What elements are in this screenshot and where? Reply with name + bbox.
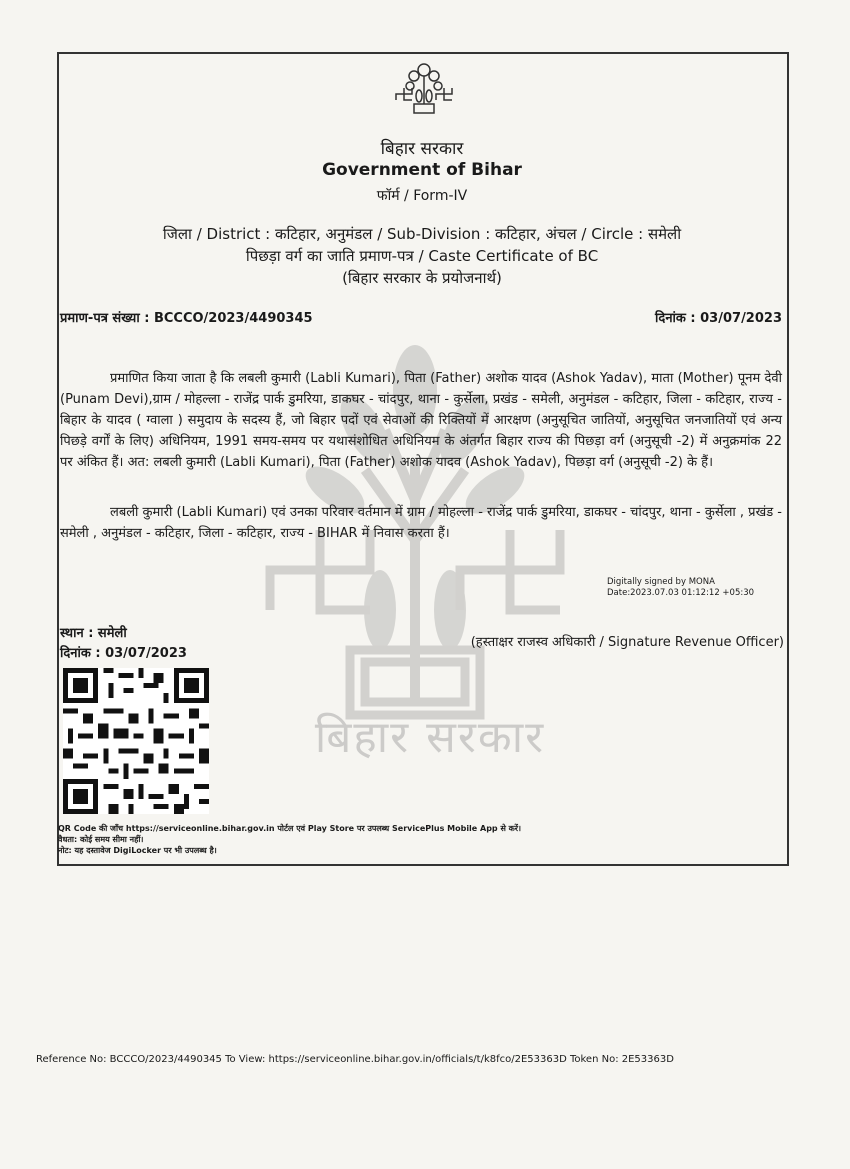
- digital-signature: [607, 577, 754, 599]
- reference-footer: Reference No: BCCCO/2023/4490345 To View: https://serviceonline.bihar.gov.in/officials/t/k8fco/2E53363D Token No: 2E53363D: [36, 1054, 674, 1065]
- certificate-paragraph-2: लबली कुमारी (Labli Kumari) एवं उनका परिवार वर्तमान में ग्राम / मोहल्ला - राजेंद्र पार्क डुमरिया, डाकघर - चांदपुर, थाना - कुर्सेला , प्रखंड - समेली , अनुमंडल - कटिहार, जिला - कटिहार, राज्य - BIHAR में निवास करता हैं।: [60, 505, 782, 541]
- certificate-purpose: (बिहार सरकार के प्रयोजनार्थ): [342, 269, 502, 287]
- digital-sign-date: Date:2023.07.03 01:12:12 +05:30: [607, 588, 755, 598]
- certificate-number: प्रमाण-पत्र संख्या : BCCCO/2023/4490345: [60, 311, 313, 326]
- qr-code[interactable]: [63, 668, 209, 814]
- digilocker-note: नोट: यह दस्तावेज DigiLocker पर भी उपलब्ध है।: [58, 846, 217, 855]
- header-english-title: Government of Bihar: [322, 160, 522, 180]
- officer-signature-label: (हस्ताक्षर राजस्व अधिकारी / Signature Revenue Officer): [470, 635, 784, 650]
- form-number: फॉर्म / Form-IV: [376, 188, 468, 204]
- place-label: स्थान : समेली: [60, 626, 127, 641]
- header-hindi-title: बिहार सरकार: [380, 139, 464, 159]
- digital-signer: Digitally signed by MONA: [607, 577, 715, 587]
- qr-verify-note: QR Code की जाँच https://serviceonline.bihar.gov.in पोर्टल एवं Play Store पर उपलब्ध ServicePlus Mobile App से करें।: [58, 824, 522, 833]
- place-date-block: [60, 624, 187, 664]
- watermark-text: बिहार सरकार: [314, 712, 546, 763]
- qr-notes: [58, 823, 521, 856]
- district-line: जिला / District : कटिहार, अनुमंडल / Sub-Division : कटिहार, अंचल / Circle : समेली: [162, 225, 682, 243]
- validity-note: वैधता: कोई समय सीमा नहीं।: [58, 835, 144, 844]
- certificate-paragraph-1: प्रमाणित किया जाता है कि लबली कुमारी (Labli Kumari), पिता (Father) अशोक यादव (Ashok Yadav), माता (Mother) पूनम देवी (Punam Devi),ग्राम / मोहल्ला - राजेंद्र पार्क डुमरिया, डाकघर - चांदपुर, थाना - कुर्सेला, प्रखंड - समेली, अनुमंडल - कटिहार, जिला - कटिहार, राज्य - बिहार के यादव ( ग्वाला ) समुदाय के सदस्य हैं, जो बिहार पदों एवं सेवाओं की रिक्तियों में आरक्षण (अनुसूचित जातियों, अनुसूचित जनजातियों एवं अन्य पिछड़े वर्गों के लिए) अधिनियम, 1991 समय-समय पर यथासंशोधित अधिनियम के अंतर्गत बिहार राज्य की पिछड़ा वर्ग (अनुसूची -2) में अनुक्रमांक 22 पर अंकित हैं। अत: लबली कुमारी (Labli Kumari), पिता (Father) अशोक यादव (Ashok Yadav), पिछड़ा वर्ग (अनुसूची -2) के हैं।: [60, 371, 782, 470]
- certificate-type: पिछड़ा वर्ग का जाति प्रमाण-पत्र / Caste Certificate of BC: [245, 247, 599, 265]
- bihar-emblem-logo: [390, 60, 458, 116]
- issue-date-label: दिनांक : 03/07/2023: [60, 646, 187, 661]
- certificate-date: दिनांक : 03/07/2023: [655, 311, 782, 326]
